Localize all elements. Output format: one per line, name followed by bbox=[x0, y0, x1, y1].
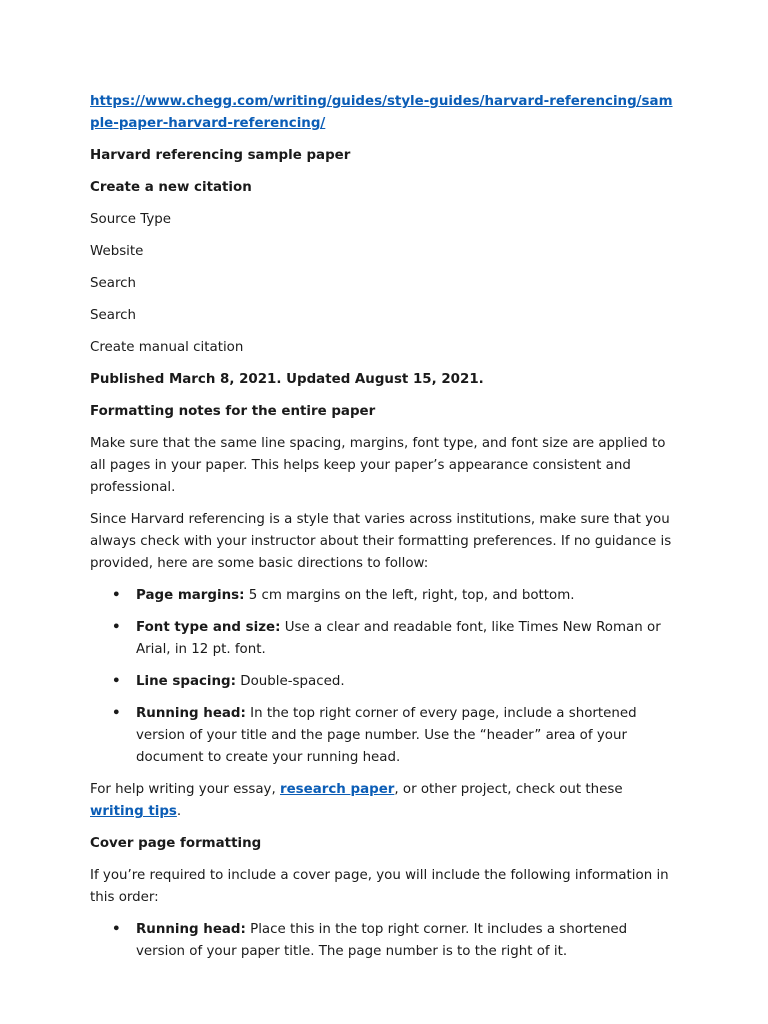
manual-citation-text: Create manual citation bbox=[90, 340, 244, 355]
list-item bbox=[90, 703, 680, 769]
cover-page-heading: Cover page formatting bbox=[90, 836, 262, 851]
source-type-label: Source Type bbox=[90, 212, 172, 227]
list-item bbox=[90, 585, 680, 607]
list-item-text: Use a clear and readable font, like Times New Roman or Arial, in 12 pt. font. bbox=[136, 620, 661, 657]
list-item-label: Running head: bbox=[136, 706, 246, 721]
help-text-before: For help writing your essay, bbox=[90, 782, 280, 797]
help-paragraph bbox=[90, 779, 680, 823]
list-item bbox=[90, 671, 680, 693]
search-text-2: Search bbox=[90, 308, 137, 323]
help-text-middle: , or other project, check out these bbox=[394, 782, 623, 797]
list-item-label: Font type and size: bbox=[136, 620, 281, 635]
formatting-heading: Formatting notes for the entire paper bbox=[90, 404, 376, 419]
list-item-label: Page margins: bbox=[136, 588, 245, 603]
search-text-1: Search bbox=[90, 276, 137, 291]
document-page bbox=[90, 91, 680, 973]
source-url-link[interactable]: https://www.chegg.com/writing/guides/style-guides/harvard-referencing/sample-paper-harvard-referencing/ bbox=[90, 94, 673, 131]
create-citation-heading: Create a new citation bbox=[90, 180, 252, 195]
document-title: Harvard referencing sample paper bbox=[90, 148, 351, 163]
list-item bbox=[90, 919, 680, 963]
list-item-text: Double-spaced. bbox=[236, 674, 345, 689]
published-date: Published March 8, 2021. Updated August 15, 2021. bbox=[90, 372, 484, 387]
paragraph-institutions: Since Harvard referencing is a style that varies across institutions, make sure that you always check with your instructor about their formatting preferences. If no guidance is provided, here are some basic directions to follow: bbox=[90, 512, 672, 571]
list-item bbox=[90, 617, 680, 661]
list-item-label: Line spacing: bbox=[136, 674, 236, 689]
list-item-text: In the top right corner of every page, include a shortened version of your title and the page number. Use the “header” area of your document to create your running head. bbox=[136, 706, 637, 765]
research-paper-link[interactable]: research paper bbox=[279, 782, 395, 797]
writing-tips-link[interactable]: writing tips bbox=[90, 804, 177, 819]
formatting-list bbox=[90, 585, 680, 769]
list-item-label: Running head: bbox=[136, 922, 246, 937]
list-item-text: 5 cm margins on the left, right, top, and bottom. bbox=[244, 588, 575, 603]
cover-page-list bbox=[90, 919, 680, 963]
help-text-after: . bbox=[176, 804, 182, 819]
paragraph-consistency: Make sure that the same line spacing, margins, font type, and font size are applied to all pages in your paper. This helps keep your paper’s appearance consistent and professional. bbox=[90, 436, 666, 495]
source-url bbox=[90, 91, 680, 135]
cover-page-intro: If you’re required to include a cover page, you will include the following information in this order: bbox=[90, 868, 669, 905]
source-type-value: Website bbox=[90, 244, 144, 259]
list-item-text: Place this in the top right corner. It includes a shortened version of your paper title. The page number is to the right of it. bbox=[136, 922, 628, 959]
